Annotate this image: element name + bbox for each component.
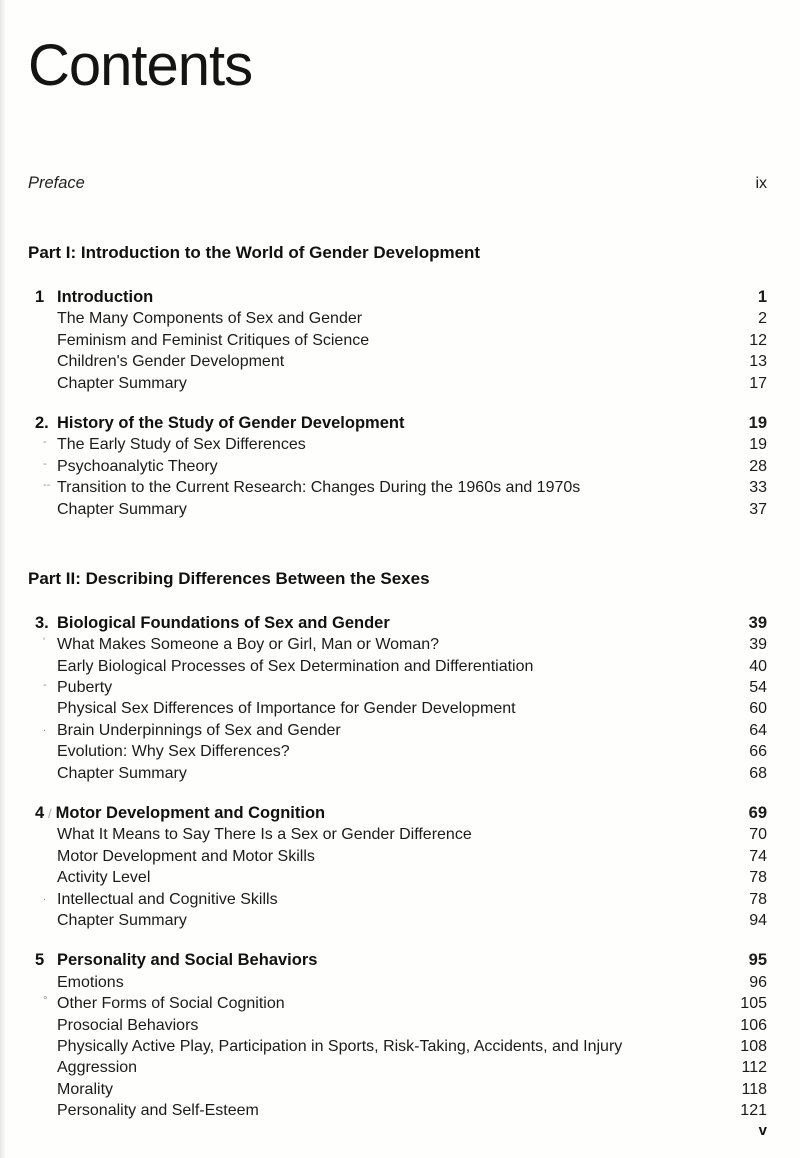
chapter-page-number: 95 <box>748 951 767 970</box>
chapter-row <box>28 950 767 971</box>
chapter-title-text: Biological Foundations of Sex and Gender <box>57 613 390 632</box>
folio-page-number: v <box>758 1122 767 1139</box>
section-page-number: 94 <box>749 911 767 929</box>
chapter-number: 3. <box>35 613 49 632</box>
section-title: Chapter Summary <box>57 764 187 782</box>
pencil-mark: . <box>43 721 47 734</box>
section-page-number: 13 <box>749 353 767 371</box>
chapter-number: 5 <box>35 951 45 970</box>
chapter-page-number: 19 <box>748 413 767 432</box>
chapter-title-text: Introduction <box>57 288 154 306</box>
section-page-number: 68 <box>749 764 767 782</box>
section-title: Activity Level <box>57 869 151 887</box>
section-row <box>28 1036 767 1057</box>
section-title: Morality <box>57 1080 114 1098</box>
section-row <box>28 1015 767 1036</box>
pencil-mark: -- <box>43 479 51 492</box>
section-page-number: 105 <box>740 995 767 1013</box>
section-row <box>28 824 767 845</box>
section-page-number: 108 <box>740 1037 767 1055</box>
section-title: Aggression <box>57 1059 138 1077</box>
part-heading: Part II: Describing Differences Between the Sexes <box>28 568 430 588</box>
section-page-number: 70 <box>749 826 767 844</box>
section-page-number: 40 <box>749 657 767 675</box>
section-page-number: 19 <box>749 436 767 454</box>
chapter-block <box>28 287 767 394</box>
preface-page-number: ix <box>755 175 767 192</box>
section-page-number: 78 <box>749 869 767 887</box>
pencil-mark: - <box>43 436 47 449</box>
section-title: Early Biological Processes of Sex Determination and Differentiation <box>57 657 534 675</box>
section-title: What It Means to Say There Is a Sex or Gender Difference <box>57 826 472 844</box>
section-page-number: 118 <box>741 1080 767 1098</box>
chapter-row <box>28 413 767 434</box>
section-title: ° Other Forms of Social Cognition <box>43 995 285 1013</box>
toc-body <box>28 244 767 1122</box>
section-row <box>28 373 767 394</box>
section-row <box>28 993 767 1014</box>
section-row <box>28 456 767 477</box>
section-row <box>28 477 767 498</box>
toc-part <box>28 244 767 520</box>
section-page-number: 12 <box>749 331 767 349</box>
chapter-block <box>28 803 767 931</box>
section-row <box>28 1057 767 1078</box>
section-title: Physical Sex Differences of Importance for Gender Development <box>57 700 516 718</box>
section-title: - Psychoanalytic Theory <box>43 457 218 475</box>
chapter-block <box>28 950 767 1121</box>
pencil-mark: / <box>48 806 52 822</box>
chapter-page-number: 1 <box>757 288 767 306</box>
section-row <box>28 846 767 867</box>
toc-part <box>28 570 767 1122</box>
chapter-title <box>28 613 390 634</box>
preface-label: Preface <box>28 174 85 192</box>
section-row <box>28 910 767 931</box>
section-row <box>28 330 767 351</box>
chapter-number: 1 <box>35 288 45 306</box>
section-page-number: 74 <box>749 847 767 865</box>
chapter-block <box>28 613 767 784</box>
chapter-title <box>28 803 325 824</box>
section-row <box>28 434 767 455</box>
section-row <box>28 889 767 910</box>
section-title: Personality and Self-Esteem <box>57 1102 259 1120</box>
pencil-mark: - <box>43 457 47 470</box>
section-page-number: 33 <box>749 479 767 497</box>
section-row <box>28 634 767 655</box>
section-title: . Brain Underpinnings of Sex and Gender <box>43 721 341 739</box>
section-title: ' What Makes Someone a Boy or Girl, Man or Woman? <box>43 636 440 654</box>
scan-edge-shadow <box>0 0 7 1158</box>
section-title: -- Transition to the Current Research: Changes During the 1960s and 1970s <box>43 479 581 497</box>
section-row <box>28 741 767 762</box>
section-page-number: 2 <box>758 310 767 328</box>
section-page-number: 39 <box>749 636 767 654</box>
section-row <box>28 499 767 520</box>
section-page-number: 112 <box>741 1059 767 1077</box>
section-title: Chapter Summary <box>57 911 187 929</box>
chapter-number: 2. <box>35 413 49 432</box>
section-title: . Intellectual and Cognitive Skills <box>43 890 278 908</box>
chapter-row <box>28 803 767 824</box>
section-page-number: 78 <box>749 890 767 908</box>
section-page-number: 106 <box>740 1016 767 1034</box>
section-title: The Many Components of Sex and Gender <box>57 310 363 328</box>
chapter-title-text: Motor Development and Cognition <box>55 804 326 823</box>
section-page-number: 17 <box>749 374 767 392</box>
section-row <box>28 698 767 719</box>
section-row <box>28 867 767 888</box>
section-row <box>28 308 767 329</box>
section-row <box>28 677 767 698</box>
pencil-mark: ' <box>43 636 46 649</box>
section-row <box>28 1100 767 1121</box>
chapter-row <box>28 613 767 634</box>
section-page-number: 54 <box>749 679 767 697</box>
chapter-row <box>28 287 767 308</box>
section-title: Feminism and Feminist Critiques of Science <box>57 331 370 349</box>
part-heading: Part I: Introduction to the World of Gender Development <box>28 243 481 262</box>
pencil-mark: . <box>43 890 47 903</box>
chapter-page-number: 39 <box>748 613 767 632</box>
section-page-number: 28 <box>749 457 767 475</box>
section-title: Prosocial Behaviors <box>57 1016 199 1034</box>
section-page-number: 64 <box>749 721 767 739</box>
chapter-title <box>28 413 404 434</box>
section-page-number: 121 <box>740 1102 767 1120</box>
chapter-block <box>28 413 767 520</box>
chapter-number: 4 <box>35 804 45 823</box>
section-page-number: 37 <box>749 500 767 518</box>
section-title: - Puberty <box>43 679 113 697</box>
section-title: Physically Active Play, Participation in Sports, Risk-Taking, Accidents, and Injury <box>57 1037 623 1055</box>
section-row <box>28 972 767 993</box>
section-row <box>28 763 767 784</box>
section-row <box>28 656 767 677</box>
section-title: Evolution: Why Sex Differences? <box>57 743 290 761</box>
section-title: Emotions <box>57 973 124 991</box>
section-row <box>28 720 767 741</box>
section-title: - The Early Study of Sex Differences <box>43 436 306 454</box>
section-page-number: 66 <box>749 743 767 761</box>
section-page-number: 60 <box>749 700 767 718</box>
chapter-title-text: History of the Study of Gender Development <box>57 413 405 432</box>
section-row <box>28 1079 767 1100</box>
section-title: Motor Development and Motor Skills <box>57 847 315 865</box>
section-title: Children's Gender Development <box>57 353 285 371</box>
section-title: Chapter Summary <box>57 500 187 518</box>
section-title: Chapter Summary <box>57 374 187 392</box>
chapter-title <box>28 287 153 308</box>
preface-row <box>28 172 767 194</box>
pencil-mark: ° <box>43 995 48 1008</box>
section-row <box>28 351 767 372</box>
chapter-page-number: 69 <box>748 804 767 823</box>
chapter-title <box>28 950 317 971</box>
page-title: Contents <box>28 33 253 98</box>
chapter-title-text: Personality and Social Behaviors <box>57 951 318 970</box>
section-page-number: 96 <box>749 973 767 991</box>
pencil-mark: - <box>43 679 47 692</box>
